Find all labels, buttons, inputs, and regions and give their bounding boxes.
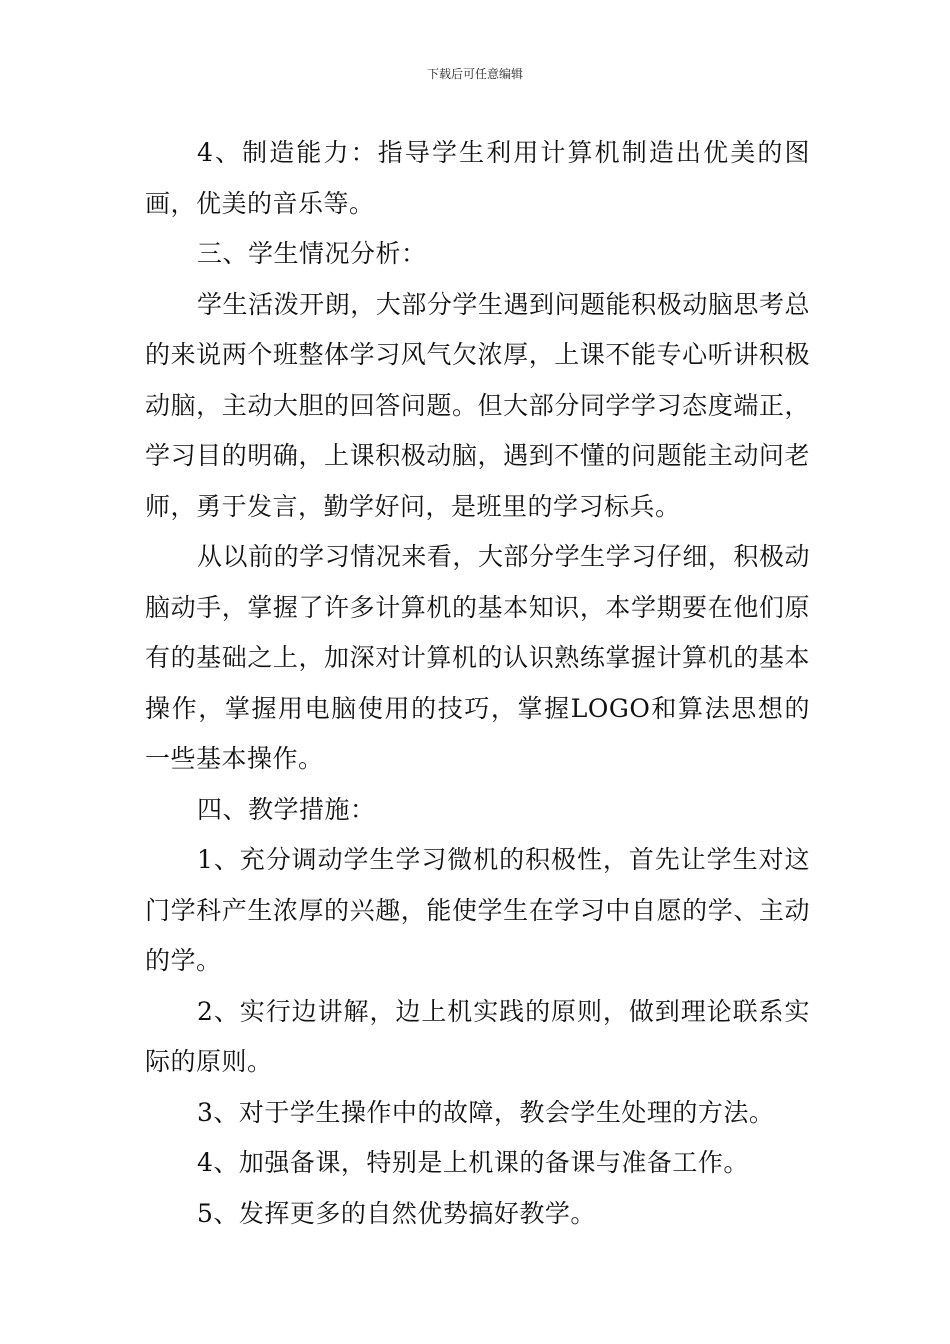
page-header: 下载后可任意编辑 <box>426 67 523 81</box>
heading-teaching-measures: 四、教学措施： <box>197 794 376 824</box>
measure-item-2: 2、实行边讲解，边上机实践的原则，做到理论联系实际的原则。 <box>145 996 810 1076</box>
measure-item-5: 5、发挥更多的自然优势搞好教学。 <box>197 1198 596 1228</box>
document-body <box>145 128 810 1239</box>
measure-item-3: 3、对于学生操作中的故障，教会学生处理的方法。 <box>197 1097 775 1127</box>
measure-item-1: 1、充分调动学生学习微机的积极性，首先让学生对这门学科产生浓厚的兴趣，能使学生在学习中自愿的学、主动的学。 <box>145 845 810 975</box>
paragraph-prior-learning: 从以前的学习情况来看，大部分学生学习仔细，积极动脑动手，掌握了许多计算机的基本知识，本学期要在他们原有的基础之上，加深对计算机的认识熟练掌握计算机的基本操作，掌握用电脑使用的技巧，掌握LOGO和算法思想的一些基本操作。 <box>145 542 810 773</box>
measure-item-4: 4、加强备课，特别是上机课的备课与准备工作。 <box>197 1148 749 1177</box>
heading-student-analysis: 三、学生情况分析： <box>197 239 427 268</box>
paragraph-manufacturing-ability: 4、制造能力：指导学生利用计算机制造出优美的图画，优美的音乐等。 <box>145 138 810 218</box>
paragraph-student-character: 学生活泼开朗，大部分学生遇到问题能积极动脑思考总的来说两个班整体学习风气欠浓厚，上课不能专心听讲积极动脑，主动大胆的回答问题。但大部分同学学习态度端正，学习目的明确，上课积极动脑，遇到不懂的问题能主动问老师，勇于发言，勤学好问，是班里的学习标兵。 <box>145 289 810 521</box>
